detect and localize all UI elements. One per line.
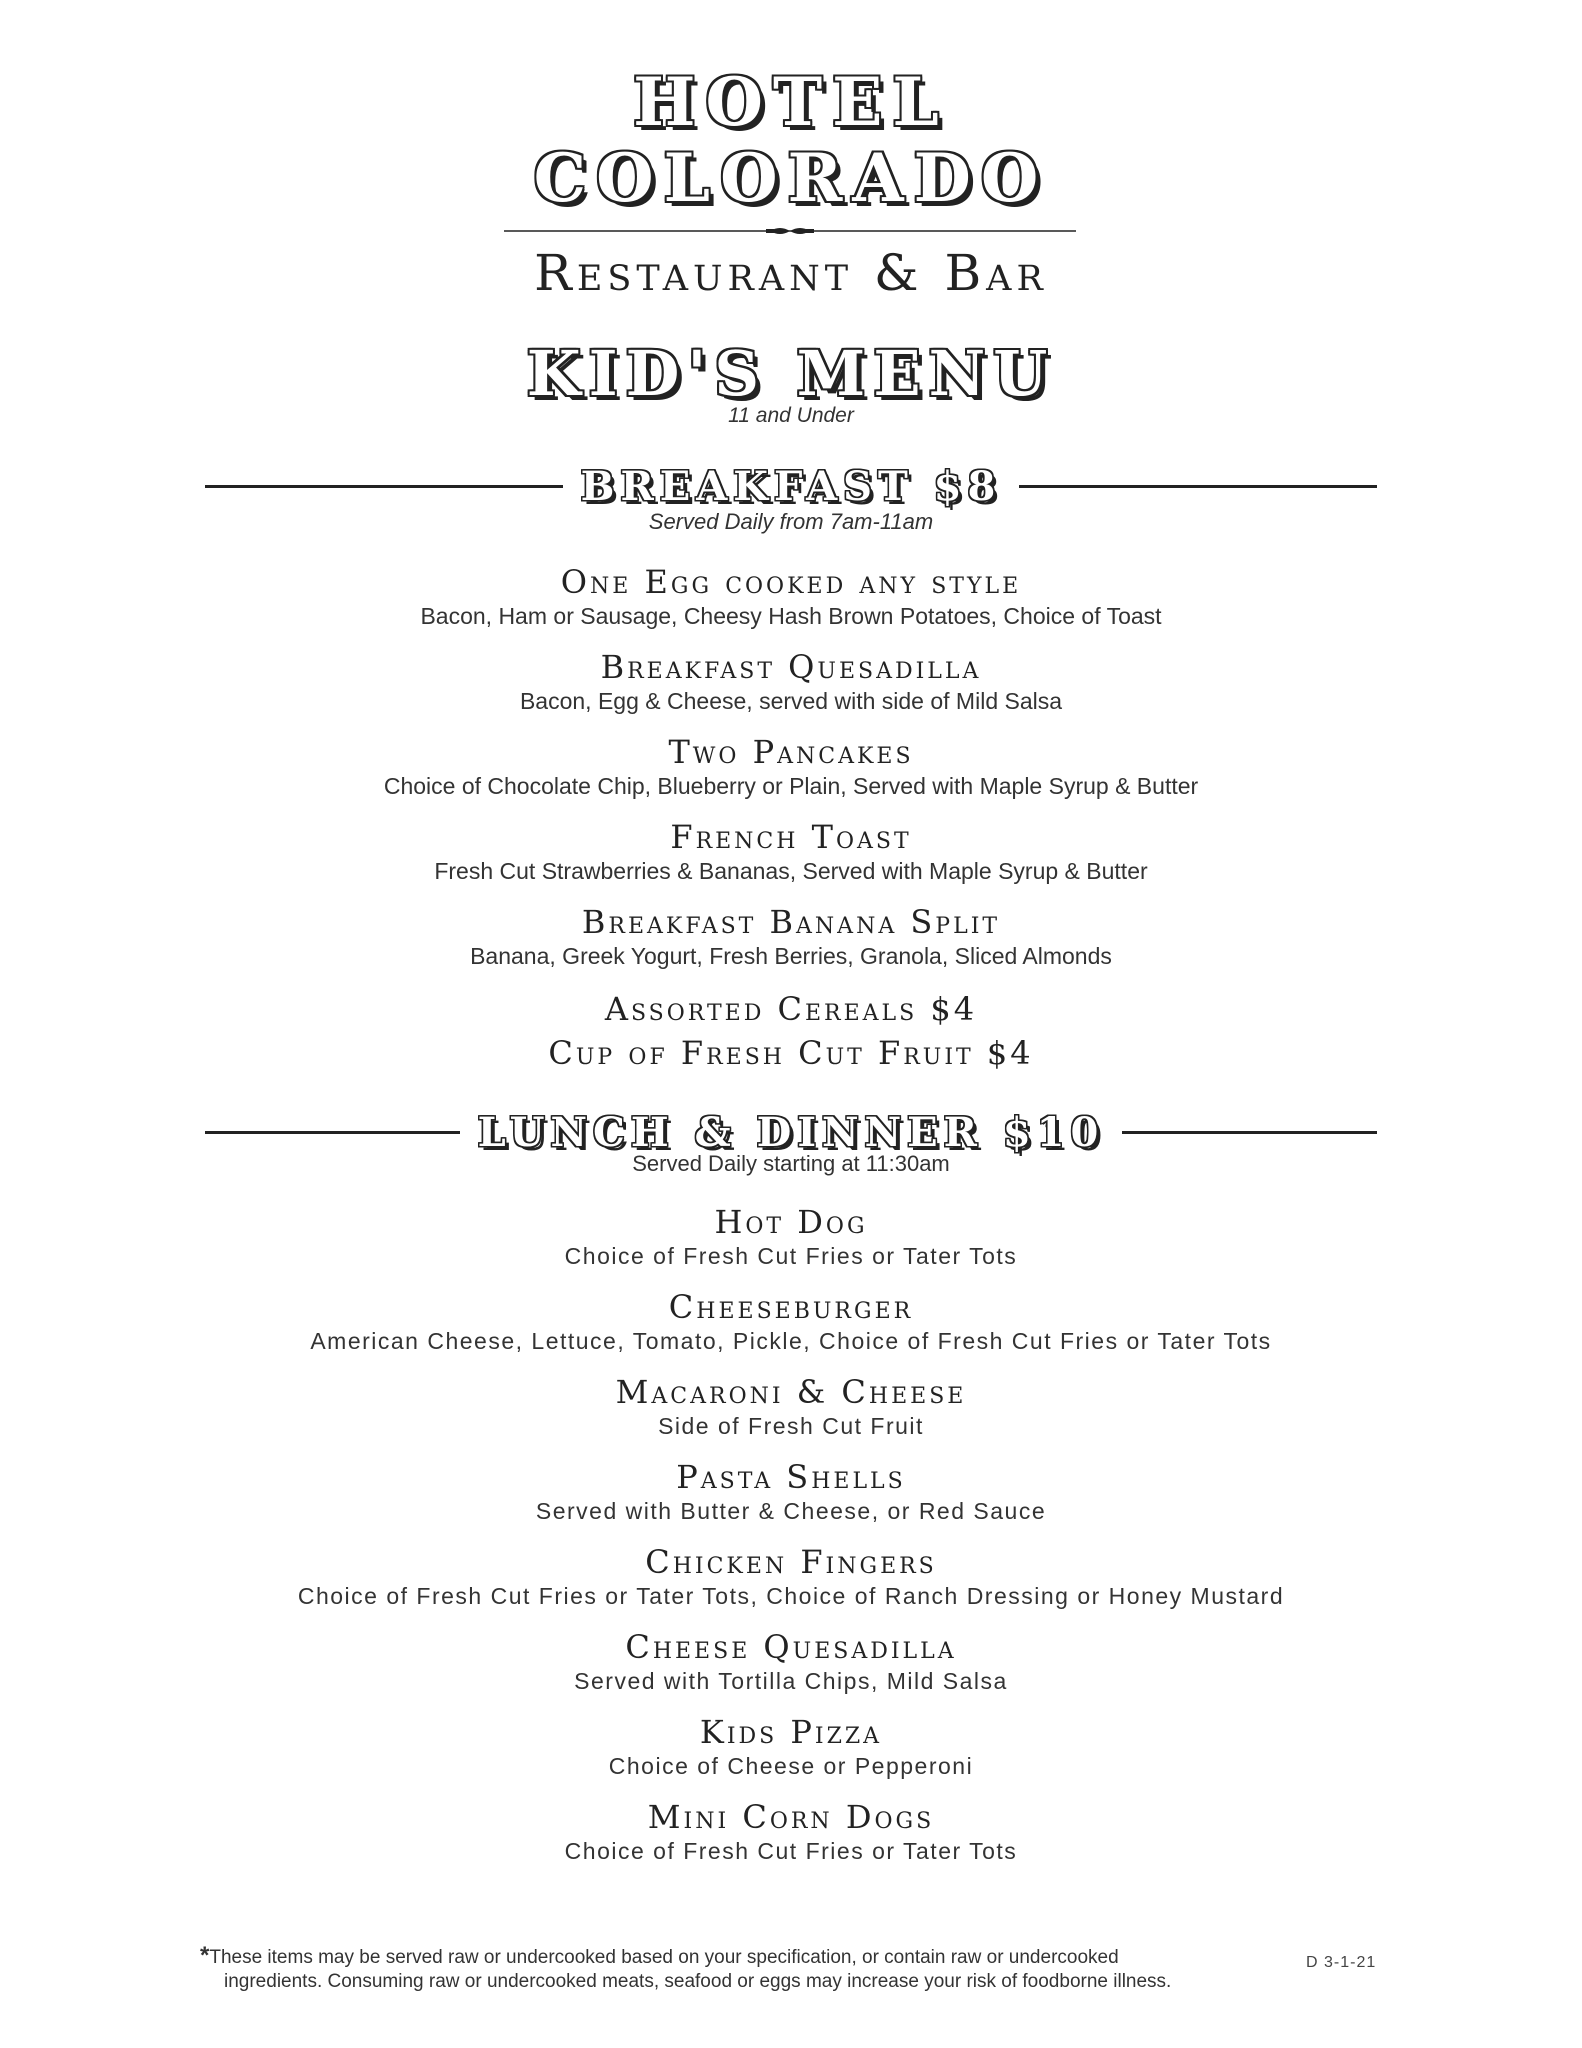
item-desc: Served with Butter & Cheese, or Red Sauce bbox=[535, 1498, 1047, 1524]
item-name: Hot Dog bbox=[714, 1203, 868, 1241]
menu-item bbox=[0, 1287, 1582, 1372]
item-name: Macaroni & Cheese bbox=[615, 1373, 967, 1411]
lunch-dinner-items bbox=[0, 1202, 1582, 1882]
lunch-dinner-heading-label: LUNCH & DINNER $10 bbox=[477, 1108, 1105, 1156]
item-name: French Toast bbox=[670, 818, 912, 856]
item-desc: Served with Tortilla Chips, Mild Salsa bbox=[574, 1668, 1008, 1694]
disclaimer-line2: ingredients. Consuming raw or undercooked meats, seafood or eggs may increase your risk of foodborne illness. bbox=[224, 1971, 1172, 1992]
item-desc: Choice of Fresh Cut Fries or Tater Tots, Choice of Ranch Dressing or Honey Mustard bbox=[297, 1583, 1285, 1609]
menu-item bbox=[0, 1542, 1582, 1627]
menu-item bbox=[0, 1202, 1582, 1287]
breakfast-heading-label: BREAKFAST $8 bbox=[580, 462, 1002, 510]
item-desc: Choice of Chocolate Chip, Blueberry or Plain, Served with Maple Syrup & Butter bbox=[383, 773, 1199, 799]
item-name: Mini Corn Dogs bbox=[647, 1798, 935, 1836]
disclaimer bbox=[200, 1944, 1260, 1994]
item-name: Two Pancakes bbox=[668, 733, 914, 771]
heading-rule-right bbox=[1019, 485, 1377, 488]
disclaimer-line1 bbox=[200, 1944, 1260, 1970]
menu-item bbox=[0, 817, 1582, 902]
menu-item bbox=[0, 732, 1582, 817]
menu-item bbox=[0, 902, 1582, 987]
ornament-divider-icon bbox=[504, 224, 1076, 238]
item-name: One Egg cooked any style bbox=[560, 563, 1022, 601]
item-desc: Fresh Cut Strawberries & Bananas, Served with Maple Syrup & Butter bbox=[434, 858, 1148, 884]
logo-colorado: COLORADO bbox=[533, 139, 1049, 217]
lunch-dinner-served: Served Daily starting at 11:30am bbox=[632, 1151, 950, 1176]
breakfast-served: Served Daily from 7am-11am bbox=[648, 509, 934, 534]
item-name: Breakfast Quesadilla bbox=[600, 648, 982, 686]
logo-hotel: HOTEL bbox=[633, 63, 949, 141]
item-name: Cheese Quesadilla bbox=[625, 1628, 957, 1666]
heading-rule-right bbox=[1122, 1131, 1377, 1134]
item-desc: American Cheese, Lettuce, Tomato, Pickle, Choice of Fresh Cut Fries or Tater Tots bbox=[310, 1328, 1272, 1354]
item-name: Breakfast Banana Split bbox=[581, 903, 1001, 941]
breakfast-heading bbox=[205, 456, 1377, 516]
extra-item: Cup of Fresh Cut Fruit $4 bbox=[548, 1034, 1034, 1072]
asterisk: * bbox=[200, 1942, 210, 1969]
item-name: Cheeseburger bbox=[668, 1288, 914, 1326]
menu-item bbox=[0, 1372, 1582, 1457]
menu-item bbox=[0, 1457, 1582, 1542]
item-desc: Banana, Greek Yogurt, Fresh Berries, Granola, Sliced Almonds bbox=[470, 943, 1112, 969]
menu-title: KID'S MENU bbox=[526, 337, 1056, 410]
menu-item bbox=[0, 647, 1582, 732]
extra-item: Assorted Cereals $4 bbox=[604, 990, 978, 1028]
menu-item bbox=[0, 1712, 1582, 1797]
item-desc: Choice of Cheese or Pepperoni bbox=[608, 1753, 974, 1779]
item-desc: Choice of Fresh Cut Fries or Tater Tots bbox=[564, 1838, 1018, 1864]
logo-subtitle: Restaurant & Bar bbox=[534, 244, 1048, 302]
heading-rule-left bbox=[205, 1131, 460, 1134]
menu-item bbox=[0, 1627, 1582, 1712]
item-desc: Side of Fresh Cut Fruit bbox=[658, 1413, 924, 1439]
item-name: Pasta Shells bbox=[676, 1458, 906, 1496]
age-note: 11 and Under bbox=[728, 404, 854, 427]
item-name: Kids Pizza bbox=[699, 1713, 883, 1751]
document-code: D 3-1-21 bbox=[1306, 1954, 1377, 1971]
item-desc: Bacon, Ham or Sausage, Cheesy Hash Brown Potatoes, Choice of Toast bbox=[420, 603, 1162, 629]
disclaimer-text1: These items may be served raw or undercooked based on your specification, or contain raw or undercooked bbox=[209, 1947, 1119, 1968]
item-desc: Bacon, Egg & Cheese, served with side of Mild Salsa bbox=[519, 688, 1063, 714]
menu-item bbox=[0, 562, 1582, 647]
heading-rule-left bbox=[205, 485, 563, 488]
item-name: Chicken Fingers bbox=[645, 1543, 937, 1581]
breakfast-items bbox=[0, 562, 1582, 1075]
item-desc: Choice of Fresh Cut Fries or Tater Tots bbox=[564, 1243, 1018, 1269]
menu-item bbox=[0, 1797, 1582, 1882]
